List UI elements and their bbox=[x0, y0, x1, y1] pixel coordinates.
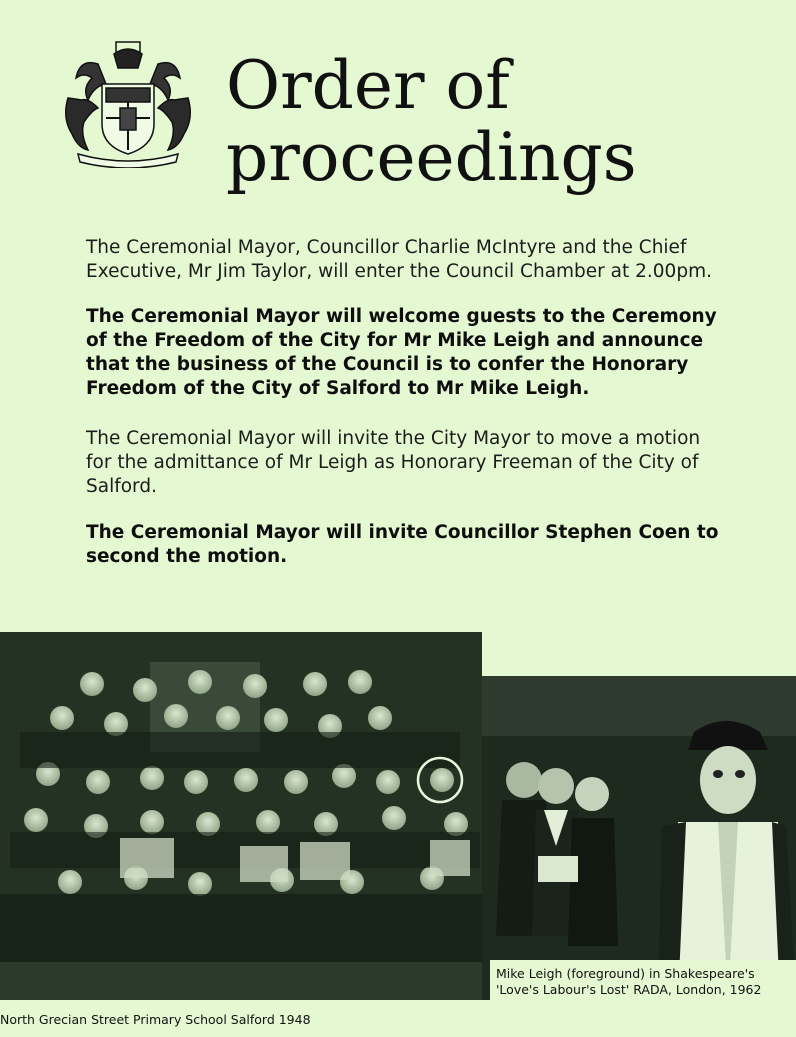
rada-stage-photo bbox=[482, 676, 796, 1000]
school-photo-caption: North Grecian Street Primary School Salford 1948 bbox=[0, 1012, 311, 1027]
title-line-1: Order of bbox=[226, 47, 510, 124]
paragraph-second: The Ceremonial Mayor will invite Councillor Stephen Coen to second the motion. bbox=[86, 522, 719, 567]
city-coat-of-arms-icon bbox=[58, 38, 198, 168]
paragraph-entry: The Ceremonial Mayor, Councillor Charlie McIntyre and the Chief Executive, Mr Jim Taylor, will enter the Council Chamber at 2.00pm. bbox=[86, 237, 712, 282]
paragraph-welcome: The Ceremonial Mayor will welcome guests to the Ceremony of the Freedom of the City for Mr Mike Leigh and announce that the business of the Council is to confer the Honorary Freedom of the City of Salford to Mr Mike Leigh. bbox=[86, 306, 717, 399]
paragraph-motion: The Ceremonial Mayor will invite the City Mayor to move a motion for the admittance of Mr Leigh as Honorary Freeman of the City of Salford. bbox=[86, 428, 701, 497]
rada-photo-caption: Mike Leigh (foreground) in Shakespeare's 'Love's Labour's Lost' RADA, London, 1962 bbox=[490, 960, 796, 1002]
title-line-2: proceedings bbox=[226, 119, 637, 196]
page-title bbox=[226, 47, 637, 196]
school-class-photo bbox=[0, 632, 482, 1000]
